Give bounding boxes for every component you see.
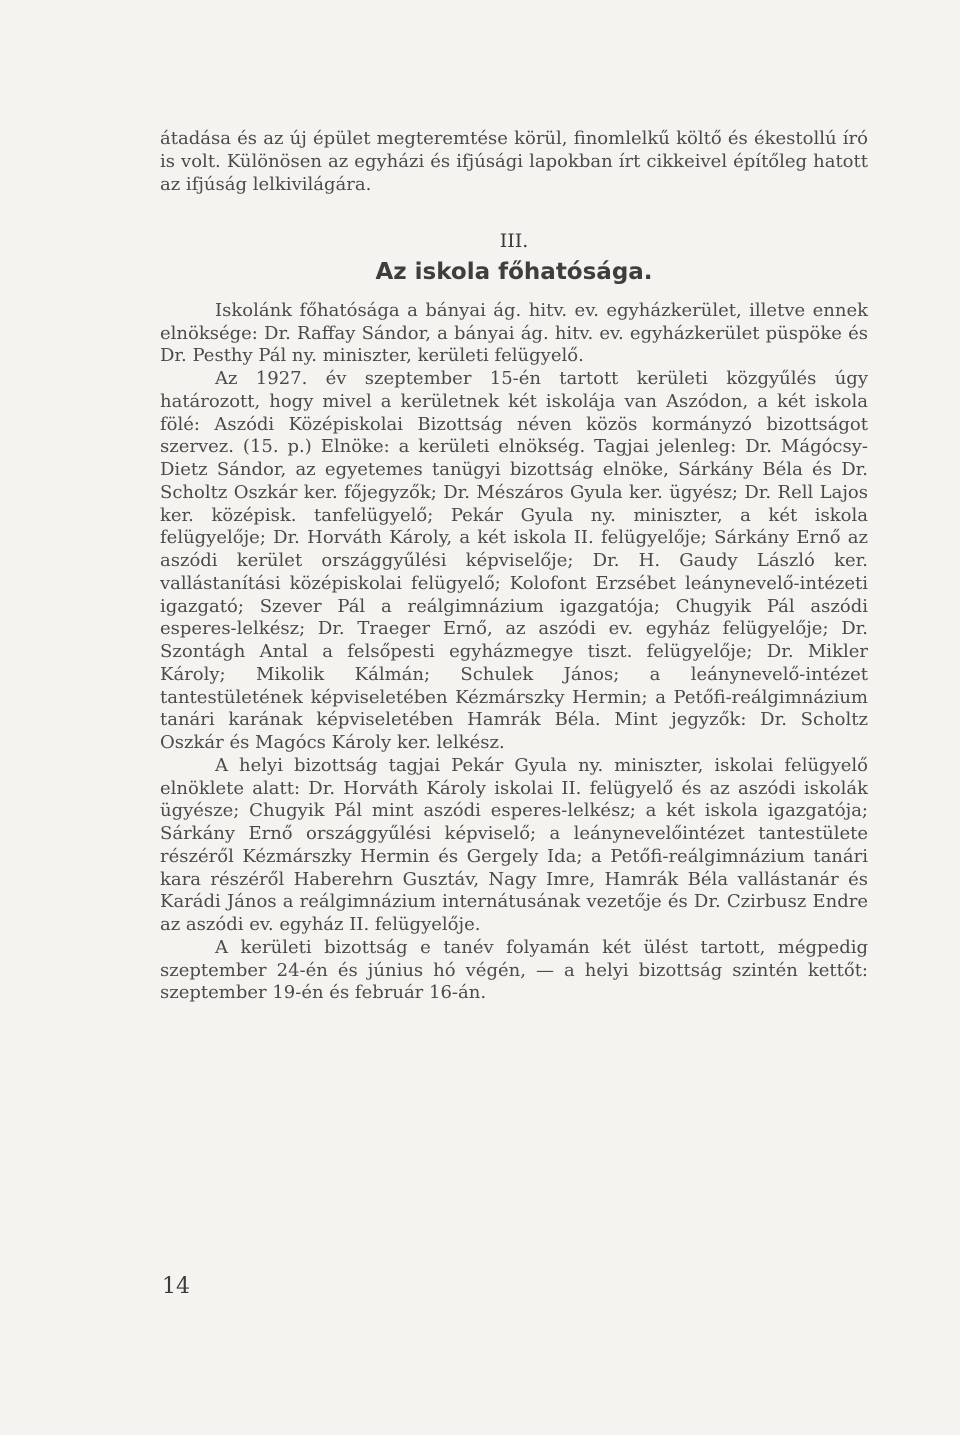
page-number: 14	[162, 1274, 190, 1299]
section-number: III.	[499, 230, 529, 253]
paragraph-district-committee: Az 1927. év szeptember 15-én tartott kerületi közgyűlés úgy határozott, hogy mivel a kerületnek két iskolája van Aszódon, a két iskola fölé: Aszódi Középiskolai Bizottság néven közös kormányzó bizottságot szervez. (15. p.) Elnöke: a kerületi elnökség. Tagjai jelenleg: Dr. Mágócsy-Dietz Sándor, az egyetemes tanügyi bizottság elnöke, Sárkány Béla és Dr. Scholtz Oszkár ker. főjegyzők; Dr. Mészáros Gyula ker. ügyész; Dr. Rell Lajos ker. középisk. tanfelügyelő; Pekár Gyula ny. miniszter, a két iskola felügyelője; Dr. Horváth Károly, a két iskola II. felügyelője; Sárkány Ernő az aszódi kerület országgyűlési képviselője; Dr. H. Gaudy László ker. vallástanítási középiskolai felügyelő; Kolofont Erzsébet leánynevelő-intézeti igazgató; Szever Pál a reálgimnázium igazgatója; Chugyik Pál aszódi esperes-lelkész; Dr. Traeger Ernő, az aszódi ev. egyház felügyelője; Dr. Szontágh Antal a felsőpesti egyházmegye tiszt. felügyelője; Dr. Mikler Károly; Mikolik Kálmán; Schulek János; a leánynevelő-intézet tantestületének képviseletében Kézmárszky Hermin; a Petőfi-reálgimnázium tanári karának képviseletében Hamrák Béla. Mint jegyzők: Dr. Scholtz Oszkár és Magócs Károly ker. lelkész.	[160, 368, 868, 753]
intro-paragraph: átadása és az új épület megteremtése körül, finomlelkű költő és ékestollú író is volt. Különösen az egyházi és ifjúsági lapokban írt cikkeivel építőleg hatott az ifjúság lelkivilágára.	[160, 128, 868, 195]
document-page	[160, 128, 868, 1005]
paragraph-local-committee: A helyi bizottság tagjai Pekár Gyula ny. miniszter, iskolai felügyelő elnöklete alatt: Dr. Horváth Károly iskolai II. felügyelő és az aszódi iskolák ügyésze; Chugyik Pál mint aszódi esperes-lelkész; a két iskola igazgatója; Sárkány Ernő országgyűlési képviselő; a leánynevelőintézet tantestülete részéről Kézmárszky Hermin és Gergely Ida; a Petőfi-reálgimnázium tanári kara részéről Haberehrn Gusztáv, Nagy Imre, Hamrák Béla vallástanár és Karádi János a reálgimnázium internátusának vezetője és Dr. Czirbusz Endre az aszódi ev. egyház II. felügyelője.	[160, 754, 868, 935]
paragraph-meetings: A kerületi bizottság e tanév folyamán két ülést tartott, mégpedig szeptember 24-én és június hó végén, — a helyi bizottság szintén kettőt: szeptember 19-én és február 16-án.	[160, 936, 868, 1004]
section-title: Az iskola főhatósága.	[375, 259, 653, 285]
paragraph-authority: Iskolánk főhatósága a bányai ág. hitv. ev. egyházkerület, illetve ennek elnöksége: Dr. Raffay Sándor, a bányai ág. hitv. ev. egyházkerület püspöke és Dr. Pesthy Pál ny. miniszter, kerületi felügyelő.	[160, 299, 868, 367]
